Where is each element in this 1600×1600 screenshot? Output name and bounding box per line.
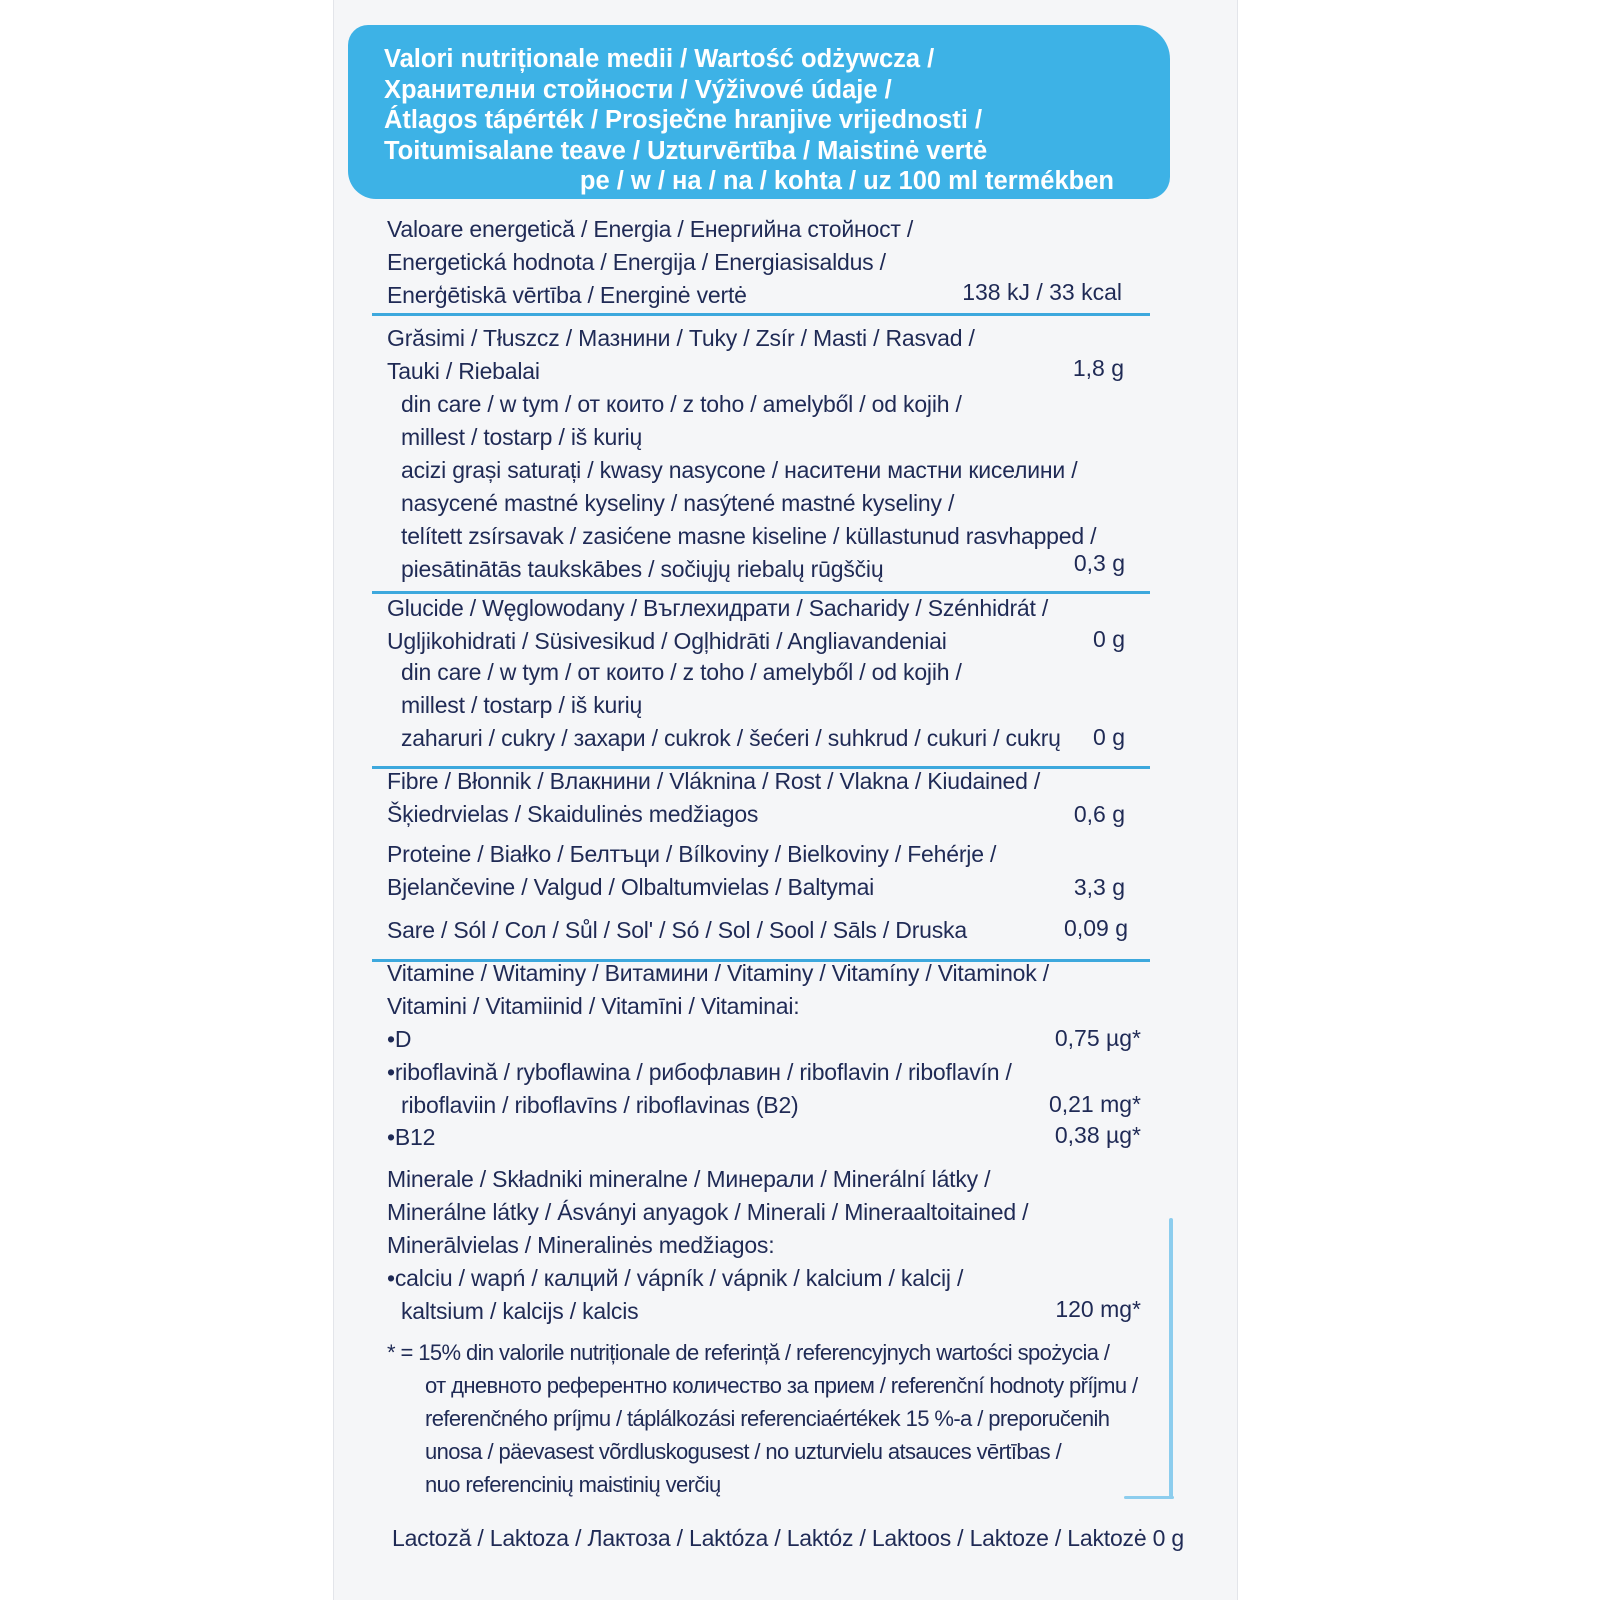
calcium-value: 120 mg*	[1055, 1296, 1141, 1322]
header-line: Átlagos tápérték / Prosječne hranjive vrijednosti /	[384, 106, 983, 134]
footnote-line: * = 15% din valorile nutriționale de referință / referencyjnych wartości spożycia /	[387, 1340, 1110, 1365]
carbs-label-line: Ugljikohidrati / Süsivesikud / Ogļhidrāti / Angliavandeniai	[387, 628, 947, 654]
fibre-label	[387, 765, 1040, 831]
sugars-label-line: millest / tostarp / iš kurių	[401, 692, 643, 718]
footnote-line: от дневното референтно количество за прием / referenční hodnoty příjmu /	[425, 1373, 1138, 1398]
nutrition-label-panel	[333, 0, 1238, 1600]
energy-value: 138 kJ / 33 kcal	[962, 279, 1122, 305]
sugars-value: 0 g	[1093, 724, 1125, 750]
decorative-bracket	[1169, 1218, 1173, 1498]
vitamins-label-line: Vitamine / Witaminy / Витамини / Vitaminy / Vitamíny / Vitaminok /	[387, 960, 1049, 986]
fat-label-line: Grăsimi / Tłuszcz / Мазнини / Tuky / Zsír / Masti / Rasvad /	[387, 325, 975, 351]
fibre-label-line: Fibre / Błonnik / Влакнини / Vláknina / Rost / Vlakna / Kiudained /	[387, 768, 1041, 794]
lactose-line: Lactoză / Laktoza / Лактоза / Laktóza / Laktóz / Laktoos / Laktoze / Laktozė 0 g	[392, 1525, 1185, 1551]
energy-label-line: Valoare energetică / Energia / Енергийна стойност /	[387, 216, 914, 242]
fat-value: 1,8 g	[1072, 355, 1124, 381]
fibre-label-line: Šķiedrvielas / Skaidulinės medžiagos	[387, 801, 759, 827]
protein-value: 3,3 g	[1073, 874, 1125, 900]
sugars-label-line: zaharuri / cukry / захари / cukrok / šećeri / suhkrud / cukuri / cukrų	[401, 725, 1061, 751]
carbs-value: 0 g	[1093, 626, 1125, 652]
saturated-fat-value: 0,3 g	[1073, 550, 1125, 576]
protein-label-line: Bjelančevine / Valgud / Olbaltumvielas / Baltymai	[387, 874, 875, 900]
energy-label-line: Energetická hodnota / Energija / Energiasisaldus /	[387, 249, 886, 275]
riboflavin-label-line: riboflaviin / riboflavīns / riboflavinas (B2)	[401, 1092, 799, 1118]
carbs-label	[387, 592, 1048, 658]
energy-label-line: Enerģētiskā vērtība / Energinė vertė	[387, 282, 747, 308]
fat-label-line: Tauki / Riebalai	[387, 358, 540, 384]
saturated-fat-line: telített zsírsavak / zasićene masne kiseline / küllastunud rasvhapped /	[401, 523, 1097, 549]
footnote-line: nuo referencinių maistinių verčių	[425, 1472, 721, 1497]
saturated-fat-label	[387, 388, 1096, 586]
minerals-label-line: Minerálne látky / Ásványi anyagok / Minerali / Mineraaltoitained /	[387, 1199, 1029, 1225]
saturated-fat-line: nasycené mastné kyseliny / nasýtené mastné kyseliny /	[401, 490, 955, 516]
fat-label	[387, 322, 975, 388]
energy-label	[387, 213, 913, 312]
vitamin-d-value: 0,75 µg*	[1054, 1025, 1141, 1051]
vitamins-label	[387, 957, 1049, 1023]
carbs-label-line: Glucide / Węglowodany / Въглехидрати / Sacharidy / Szénhidrát /	[387, 595, 1049, 621]
saturated-fat-line: acizi grași saturați / kwasy nasycone / наситени мастни киселини /	[401, 457, 1078, 483]
salt-value: 0,09 g	[1064, 915, 1128, 941]
sugars-label-line: din care / w tym / от които / z toho / amelyből / od kojih /	[401, 659, 962, 685]
protein-label	[387, 838, 996, 904]
salt-label: Sare / Sól / Сол / Sůl / Sol' / Só / Sol / Sool / Sāls / Druska	[387, 917, 967, 943]
footnote-line: referenčného príjmu / táplálkozási referenciaértékek 15 %-a / preporučenih	[425, 1406, 1110, 1431]
riboflavin-value: 0,21 mg*	[1048, 1091, 1141, 1117]
fibre-value: 0,6 g	[1073, 801, 1125, 827]
minerals-label	[387, 1163, 1028, 1328]
reference-footnote	[387, 1336, 1138, 1501]
sugars-label	[387, 656, 1061, 755]
protein-label-line: Proteine / Białko / Белтъци / Bílkoviny / Bielkoviny / Fehérje /	[387, 841, 997, 867]
header-per-100ml: pe / w / на / na / kohta / uz 100 ml termékben	[579, 167, 1114, 195]
header-line: Хранителни стойности / Výživové údaje /	[384, 75, 892, 104]
footnote-line: unosa / päevasest võrdluskogusest / no uzturvielu atsauces vērtības /	[425, 1439, 1062, 1464]
minerals-label-line: Minerale / Składniki mineralne / Минерали / Minerální látky /	[387, 1166, 991, 1192]
saturated-fat-line: millest / tostarp / iš kurių	[401, 424, 643, 450]
minerals-label-line: kaltsium / kalcijs / kalcis	[401, 1298, 639, 1324]
header-line: Toitumisalane teave / Uzturvērtība / Maistinė vertė	[384, 136, 988, 165]
vitamin-b12-value: 0,38 µg*	[1054, 1122, 1141, 1148]
vitamins-label-line: Vitamini / Vitamiinid / Vitamīni / Vitaminai:	[387, 993, 800, 1019]
vitamin-b12-label: •B12	[387, 1124, 436, 1150]
decorative-bracket	[1124, 1496, 1174, 1499]
header-line: Valori nutriționale medii / Wartość odżywcza /	[384, 45, 935, 73]
riboflavin-label-line: •riboflavină / ryboflawina / рибофлавин / riboflavin / riboflavín /	[387, 1059, 1012, 1085]
minerals-label-line: Minerālvielas / Mineralinės medžiagos:	[387, 1232, 775, 1258]
divider	[372, 313, 1150, 316]
vitamin-d-label: •D	[387, 1026, 412, 1052]
nutrition-header-title	[384, 44, 1144, 197]
minerals-label-line: •calciu / wapń / калций / vápník / vápnik / kalcium / kalcij /	[387, 1265, 964, 1291]
saturated-fat-line: din care / w tym / от които / z toho / amelyből / od kojih /	[401, 391, 962, 417]
riboflavin-label	[387, 1056, 1012, 1122]
saturated-fat-line: piesātinātās taukskābes / sočiųjų riebalų rūgščių	[401, 556, 884, 582]
